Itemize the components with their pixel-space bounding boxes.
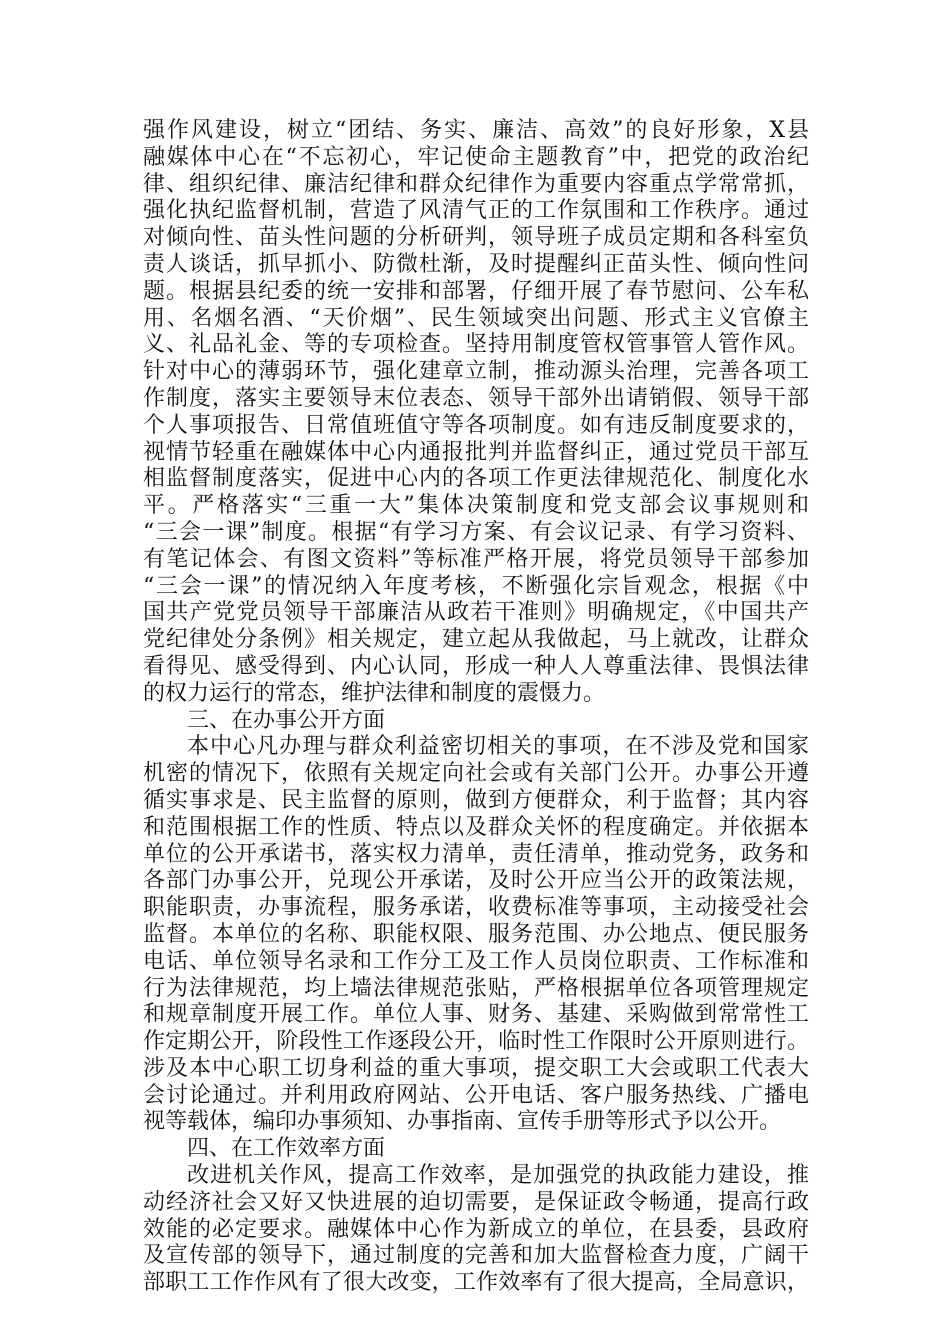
document-body xyxy=(143,118,809,1297)
paragraph-work-efficiency xyxy=(143,1163,809,1297)
text-line: 强作风建设，树立“团结、务实、廉洁、高效”的良好形象，X县 xyxy=(143,118,809,143)
text-line: 动经济社会又好又快进展的迫切需要，是保证政令畅通，提高行政 xyxy=(143,1189,809,1215)
text-line: 行为法律规范，均上墙法律规范张贴，严格根据单位各项管理规定 xyxy=(143,975,809,1001)
text-line: 部职工工作作风有了很大改变，工作效率有了很大提高，全局意识， xyxy=(143,1270,809,1296)
paragraph-discipline xyxy=(143,118,809,708)
text-line: 和范围根据工作的性质、特点以及群众关怀的程度确定。并依据本 xyxy=(143,814,809,840)
text-line: 视等载体，编印办事须知、办事指南、宣传手册等形式予以公开。 xyxy=(143,1109,782,1135)
text-line: 相监督制度落实，促进中心内的各项工作更法律规范化、制度化水 xyxy=(143,466,809,492)
text-line: 单位的公开承诺书，落实权力清单，责任清单，推动党务，政务和 xyxy=(143,841,809,867)
text-line: “三会一课”制度。根据“有学习方案、有会议记录、有学习资料、 xyxy=(143,519,809,545)
text-line: 针对中心的薄弱环节，强化建章立制，推动源头治理，完善各项工 xyxy=(143,359,809,385)
text-line: 机密的情况下，依照有关规定向社会或有关部门公开。办事公开遵 xyxy=(143,761,809,787)
text-line: 视情节轻重在融媒体中心内通报批判并监督纠正，通过党员干部互 xyxy=(143,439,809,465)
text-line: 融媒体中心在“不忘初心，牢记使命主题教育”中，把党的政治纪 xyxy=(143,144,809,170)
text-line: 职能职责，办事流程，服务承诺，收费标准等事项，主动接受社会 xyxy=(143,895,809,921)
text-line: 强化执纪监督机制，营造了风清气正的工作氛围和工作秩序。通过 xyxy=(143,198,809,224)
text-line: 的权力运行的常态，维护法律和制度的震慑力。 xyxy=(143,680,606,706)
text-line: 效能的必定要求。融媒体中心作为新成立的单位，在县委，县政府 xyxy=(143,1216,809,1242)
text-line: 会讨论通过。并利用政府网站、公开电话、客户服务热线、广播电 xyxy=(143,1082,809,1108)
text-line: 对倾向性、苗头性问题的分析研判，领导班子成员定期和各科室负 xyxy=(143,225,809,251)
text-line: 作制度，落实主要领导末位表态、领导干部外出请销假、领导干部 xyxy=(143,385,809,411)
text-line: 循实事求是、民主监督的原则，做到方便群众，利于监督；其内容 xyxy=(143,787,809,813)
text-line: 本中心凡办理与群众利益密切相关的事项，在不涉及党和国家 xyxy=(187,734,809,760)
text-line: 改进机关作风，提高工作效率，是加强党的执政能力建设，推 xyxy=(187,1163,809,1189)
text-line: 国共产党党员领导干部廉洁从政若干准则》明确规定，《中国共产 xyxy=(143,600,809,626)
text-line: 党纪律处分条例》相关规定，建立起从我做起，马上就改，让群众 xyxy=(143,627,809,653)
section-heading-open-affairs: 三、在办事公开方面 xyxy=(187,707,386,733)
text-line: 涉及本中心职工切身利益的重大事项，提交职工大会或职工代表大 xyxy=(143,1055,809,1081)
text-line: 题。根据县纪委的统一安排和部署，仔细开展了春节慰问、公车私 xyxy=(143,278,809,304)
text-line: 电话、单位领导名录和工作分工及工作人员岗位职责、工作标准和 xyxy=(143,948,809,974)
text-line: 看得见、感受得到、内心认同，形成一种人人尊重法律、畏惧法律 xyxy=(143,653,809,679)
text-line: “三会一课”的情况纳入年度考核，不断强化宗旨观念，根据《中 xyxy=(143,573,809,599)
text-line: 律、组织纪律、廉洁纪律和群众纪律作为重要内容重点学常常抓， xyxy=(143,171,809,197)
text-line: 义、礼品礼金、等的专项检查。坚持用制度管权管事管人管作风。 xyxy=(143,332,809,358)
text-line: 用、名烟名酒、“天价烟”、民生领域突出问题、形式主义官僚主 xyxy=(143,305,809,331)
paragraph-open-affairs xyxy=(143,734,809,1136)
text-line: 及宣传部的领导下，通过制度的完善和加大监督检查力度，广阔干 xyxy=(143,1243,809,1269)
text-line: 有笔记体会、有图文资料”等标准严格开展，将党员领导干部参加 xyxy=(143,546,809,572)
text-line: 作定期公开，阶段性工作逐段公开，临时性工作限时公开原则进行。 xyxy=(143,1029,809,1055)
text-line: 各部门办事公开，兑现公开承诺，及时公开应当公开的政策法规， xyxy=(143,868,809,894)
text-line: 责人谈话，抓早抓小、防微杜渐，及时提醒纠正苗头性、倾向性问 xyxy=(143,251,809,277)
text-line: 监督。本单位的名称、职能权限、服务范围、办公地点、便民服务 xyxy=(143,921,809,947)
text-line: 平。严格落实“三重一大”集体决策制度和党支部会议事规则和 xyxy=(143,493,809,519)
section-heading-work-efficiency: 四、在工作效率方面 xyxy=(187,1136,386,1162)
text-line: 个人事项报告、日常值班值守等各项制度。如有违反制度要求的， xyxy=(143,412,809,438)
text-line: 和规章制度开展工作。单位人事、财务、基建、采购做到常常性工 xyxy=(143,1002,809,1028)
